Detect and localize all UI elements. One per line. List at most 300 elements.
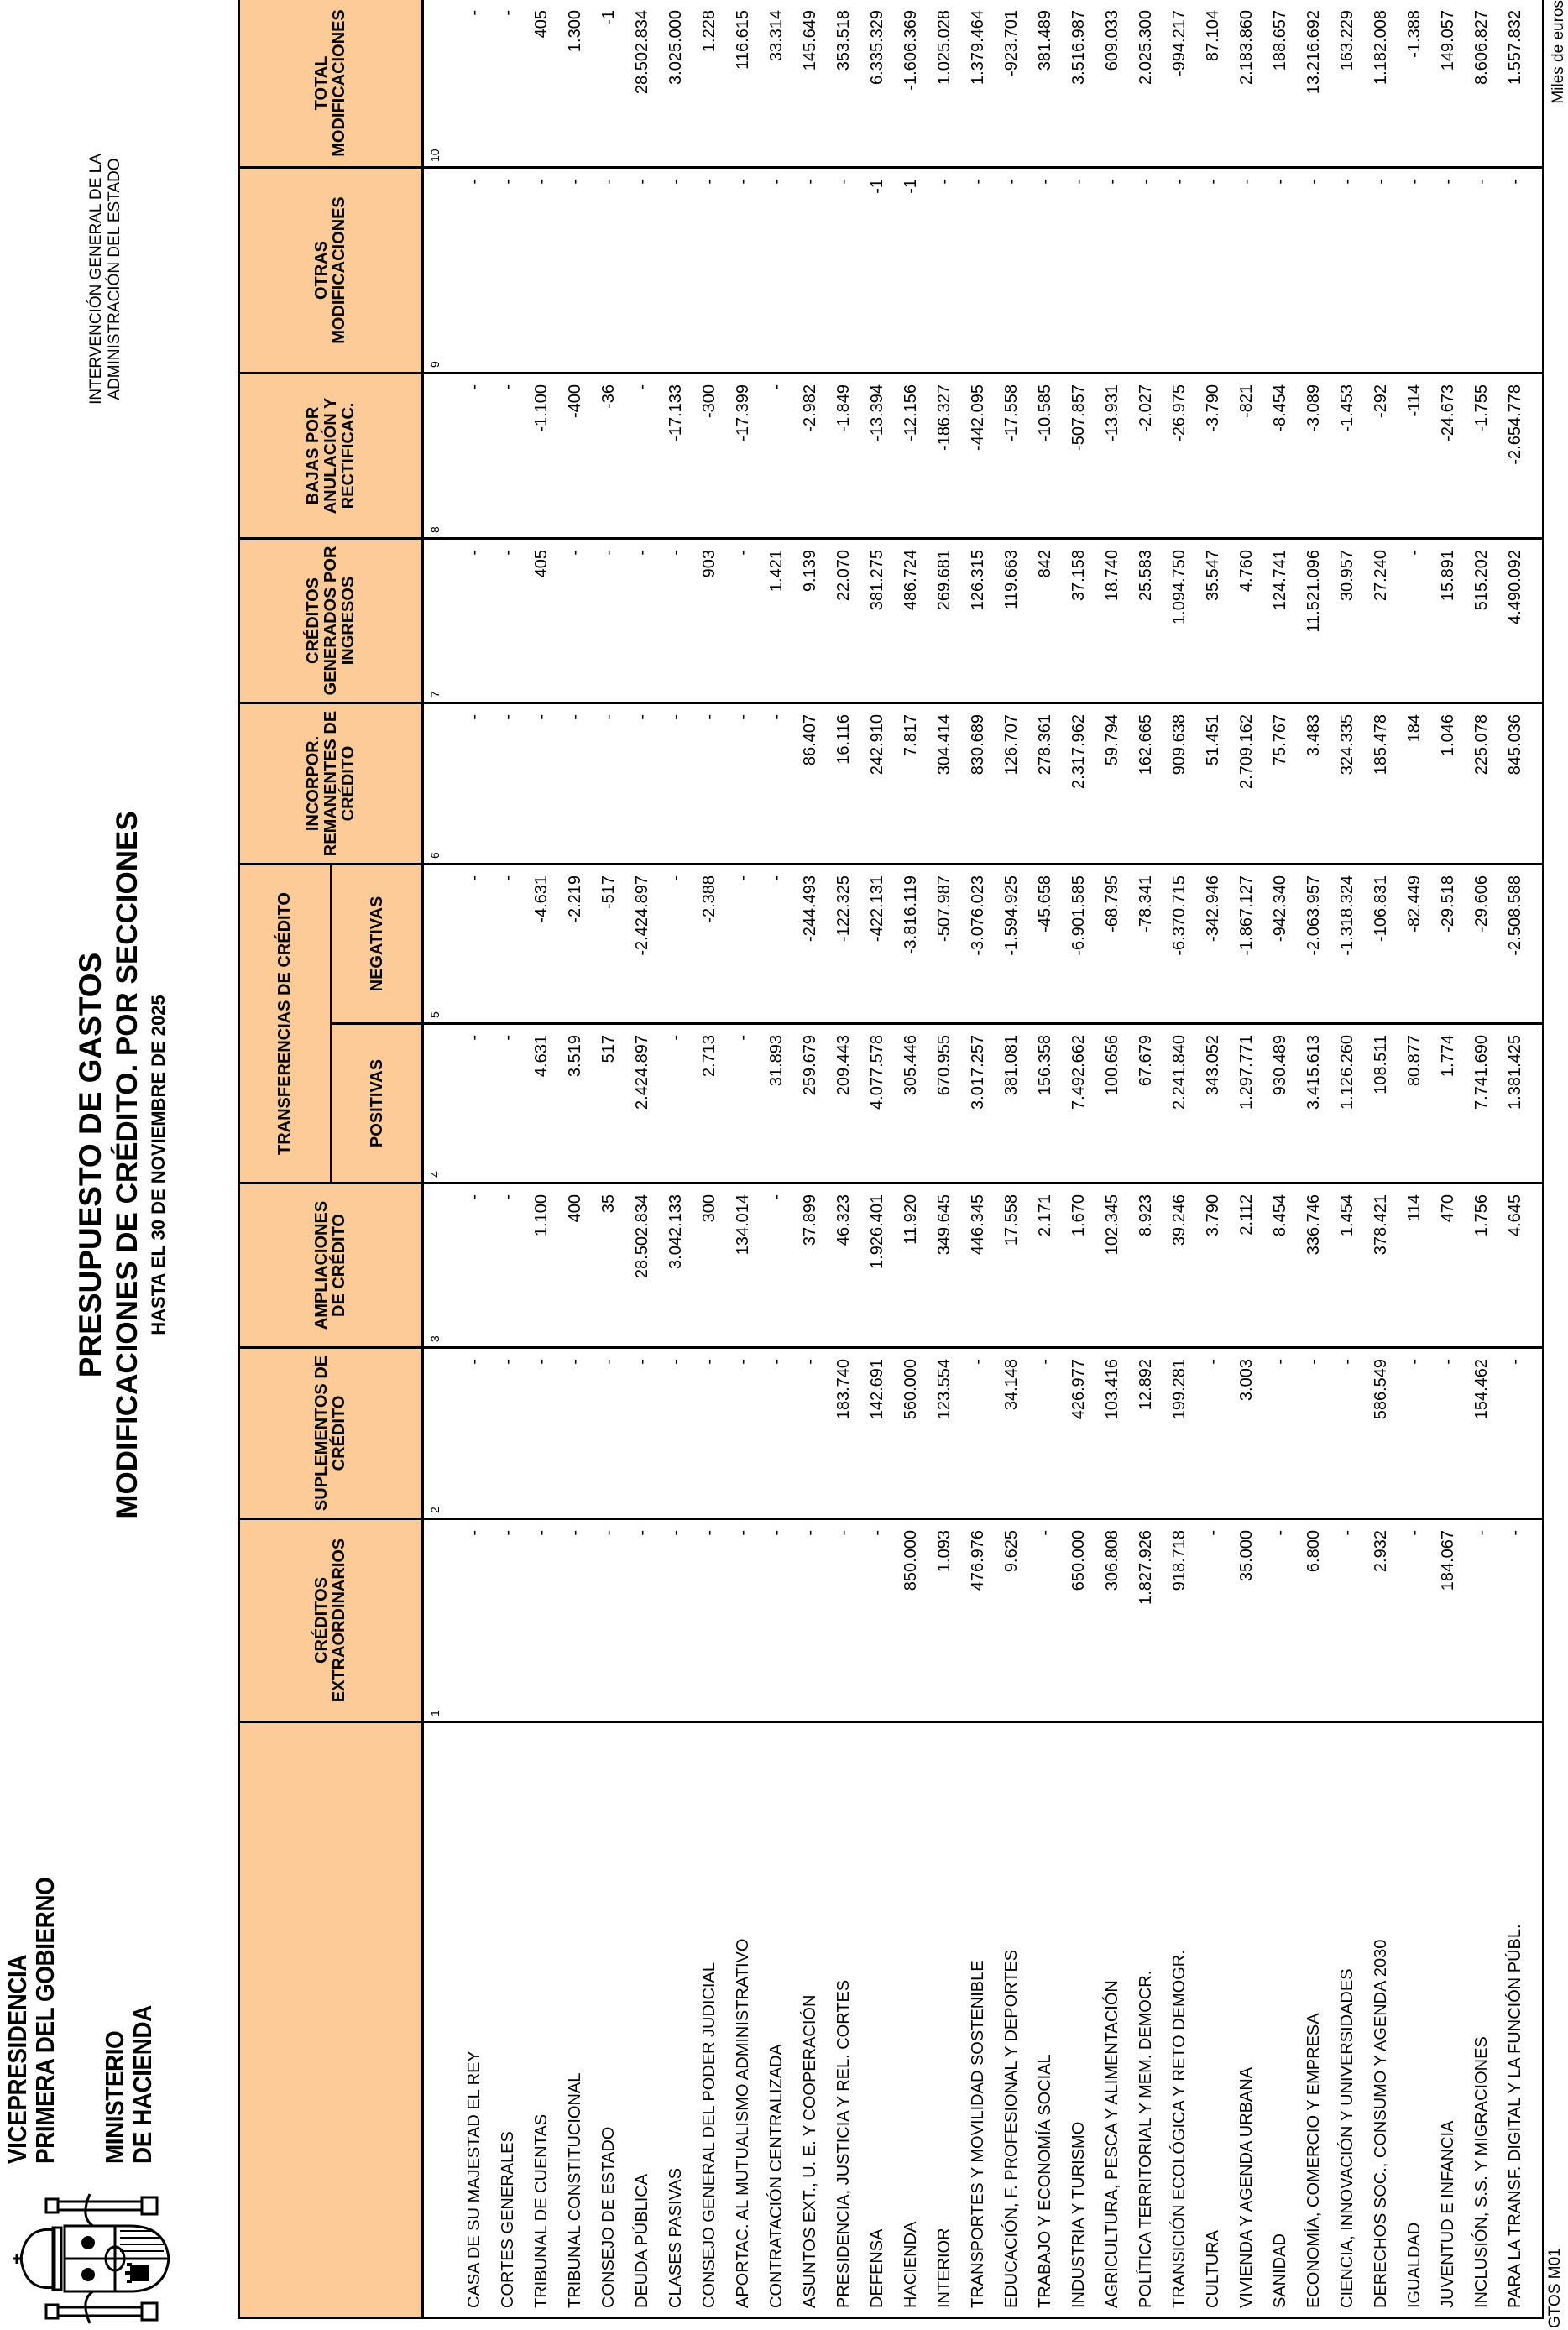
value-cell: - (1196, 1348, 1230, 1519)
value-cell: -10.585 (1028, 374, 1062, 539)
value-cell: 149.057 (1431, 0, 1465, 168)
value-cell: - (1196, 168, 1230, 374)
table-row (525, 0, 558, 2318)
value-cell: - (860, 1519, 894, 1722)
value-cell: 80.877 (1398, 1024, 1431, 1183)
value-cell: -1 (860, 168, 894, 374)
value-cell: 4.077.578 (860, 1024, 894, 1183)
value-cell: - (1230, 168, 1263, 374)
section-label: CIENCIA, INNOVACIÓN Y UNIVERSIDADES (1330, 1722, 1364, 2318)
value-cell: 381.081 (995, 1024, 1028, 1183)
value-cell: -186.327 (928, 374, 961, 539)
value-cell: -13.394 (860, 374, 894, 539)
value-cell: 8.454 (1263, 1183, 1297, 1348)
value-cell: -442.095 (961, 374, 995, 539)
value-cell: -29.606 (1465, 865, 1498, 1024)
value-cell: 3.042.133 (659, 1183, 693, 1348)
igae-heading (87, 119, 124, 439)
value-cell: 476.976 (961, 1519, 995, 1722)
value-cell: 12.892 (1129, 1348, 1163, 1519)
value-cell: -3.076.023 (961, 865, 995, 1024)
table-end-cell (1532, 1183, 1544, 1348)
table-row (726, 0, 760, 2318)
value-cell: - (1330, 168, 1364, 374)
value-cell: - (1498, 168, 1532, 374)
value-cell: 87.104 (1196, 0, 1230, 168)
value-cell: 560.000 (894, 1348, 928, 1519)
table-row (457, 0, 491, 2318)
value-cell: - (827, 168, 860, 374)
value-cell: - (1062, 168, 1095, 374)
value-cell: - (1297, 168, 1330, 374)
value-cell: -422.131 (860, 865, 894, 1024)
value-cell: -114 (1398, 374, 1431, 539)
value-cell: 11.920 (894, 1183, 928, 1348)
value-cell: -507.987 (928, 865, 961, 1024)
section-label: TRABAJO Y ECONOMÍA SOCIAL (1028, 1722, 1062, 2318)
table-row (827, 0, 860, 2318)
value-cell: -1 (894, 168, 928, 374)
section-label: IGUALDAD (1398, 1722, 1431, 2318)
value-cell: -507.857 (1062, 374, 1095, 539)
value-cell: 31.893 (760, 1024, 793, 1183)
column-number: 4 (423, 1024, 458, 1183)
value-cell: -13.931 (1095, 374, 1129, 539)
table-row (491, 0, 525, 2318)
value-cell: - (592, 168, 625, 374)
value-cell: -1.453 (1330, 374, 1364, 539)
table-end-cell (1532, 865, 1544, 1024)
value-cell: - (1398, 539, 1431, 703)
value-cell: - (1263, 1348, 1297, 1519)
value-cell: 3.483 (1297, 703, 1330, 865)
value-cell: - (558, 168, 592, 374)
value-cell: 8.606.827 (1465, 0, 1498, 168)
section-label: INTERIOR (928, 1722, 961, 2318)
section-label: TRANSICIÓN ECOLÓGICA Y RETO DEMOGR. (1163, 1722, 1196, 2318)
value-cell: 16.116 (827, 703, 860, 865)
table-end-cell (1532, 1519, 1544, 1722)
value-cell: - (1465, 1519, 1498, 1722)
value-cell: - (625, 1519, 659, 1722)
table-row (1364, 0, 1398, 2318)
value-cell: 1.421 (760, 539, 793, 703)
value-cell: -17.399 (726, 374, 760, 539)
table-row (1163, 0, 1196, 2318)
value-cell: -29.518 (1431, 865, 1465, 1024)
value-cell: 35.547 (1196, 539, 1230, 703)
table-row (1230, 0, 1263, 2318)
value-cell: 6.335.329 (860, 0, 894, 168)
value-cell: -1.755 (1465, 374, 1498, 539)
table-end (1532, 0, 1544, 2318)
value-cell: 1.093 (928, 1519, 961, 1722)
section-label: PRESIDENCIA, JUSTICIA Y REL. CORTES (827, 1722, 860, 2318)
value-cell: - (625, 168, 659, 374)
value-cell: -45.658 (1028, 865, 1062, 1024)
value-cell: 33.314 (760, 0, 793, 168)
table-row (1498, 0, 1532, 2318)
table-row (760, 0, 793, 2318)
value-cell: 22.070 (827, 539, 860, 703)
value-cell: 2.183.860 (1230, 0, 1263, 168)
value-cell: -6.901.585 (1062, 865, 1095, 1024)
value-cell: 7.817 (894, 703, 928, 865)
column-number: 7 (423, 539, 458, 703)
value-cell: 845.036 (1498, 703, 1532, 865)
section-label: CLASES PASIVAS (659, 1722, 693, 2318)
value-cell: 11.521.096 (1297, 539, 1330, 703)
value-cell: -24.673 (1431, 374, 1465, 539)
column-number-blank (423, 1722, 458, 2318)
value-cell: -994.217 (1163, 0, 1196, 168)
value-cell: 609.033 (1095, 0, 1129, 168)
value-cell: - (726, 703, 760, 865)
table-end-cell (1532, 1348, 1544, 1519)
table-row (1297, 0, 1330, 2318)
value-cell: 269.681 (928, 539, 961, 703)
org-line-2: PRIMERA DEL GOBIERNO (30, 1877, 60, 2164)
value-cell: -122.325 (827, 865, 860, 1024)
value-cell: - (1465, 168, 1498, 374)
value-cell: 353.518 (827, 0, 860, 168)
value-cell: 242.910 (860, 703, 894, 865)
value-cell: 586.549 (1364, 1348, 1398, 1519)
value-cell: 156.358 (1028, 1024, 1062, 1183)
section-label: CONTRATACIÓN CENTRALIZADA (760, 1722, 793, 2318)
table-row (793, 0, 827, 2318)
value-cell: - (558, 539, 592, 703)
header-ampliaciones: AMPLIACIONES DE CRÉDITO (239, 1183, 423, 1348)
value-cell: 3.790 (1196, 1183, 1230, 1348)
value-cell: 13.216.692 (1297, 0, 1330, 168)
value-cell: 470 (1431, 1183, 1465, 1348)
section-label: TRANSPORTES Y MOVILIDAD SOSTENIBLE (961, 1722, 995, 2318)
value-cell: - (491, 0, 525, 168)
value-cell: -300 (693, 374, 726, 539)
header-total: TOTAL MODIFICACIONES (239, 0, 423, 168)
value-cell: - (491, 1348, 525, 1519)
table-row (1330, 0, 1364, 2318)
value-cell: - (793, 1519, 827, 1722)
value-cell: 116.615 (726, 0, 760, 168)
value-cell: -2.982 (793, 374, 827, 539)
value-cell: 46.323 (827, 1183, 860, 1348)
value-cell: - (457, 1519, 491, 1722)
value-cell: - (659, 1519, 693, 1722)
table-end-cell (1532, 0, 1544, 168)
value-cell: 381.275 (860, 539, 894, 703)
value-cell: -1.318.324 (1330, 865, 1364, 1024)
value-cell: 126.707 (995, 703, 1028, 865)
value-cell: 930.489 (1263, 1024, 1297, 1183)
column-number: 1 (423, 1519, 458, 1722)
section-label: CASA DE SU MAJESTAD EL REY (457, 1722, 491, 2318)
value-cell: 343.052 (1196, 1024, 1230, 1183)
ministry-line-2: DE HACIENDA (128, 2005, 157, 2164)
value-cell: 28.502.834 (625, 1183, 659, 1348)
value-cell: 4.645 (1498, 1183, 1532, 1348)
value-cell: - (1297, 1348, 1330, 1519)
value-cell: -2.027 (1129, 374, 1163, 539)
table-row (1196, 0, 1230, 2318)
value-cell: -17.558 (995, 374, 1028, 539)
column-number: 5 (423, 865, 458, 1024)
value-cell: 108.511 (1364, 1024, 1398, 1183)
value-cell: -82.449 (1398, 865, 1431, 1024)
table-row (1398, 0, 1431, 2318)
column-number: 3 (423, 1183, 458, 1348)
value-cell: -2.424.897 (625, 865, 659, 1024)
value-cell: - (491, 374, 525, 539)
table-row (894, 0, 928, 2318)
ministry-line-1: MINISTERIO (100, 2030, 129, 2164)
value-cell: - (625, 703, 659, 865)
value-cell: - (457, 1348, 491, 1519)
value-cell: -1.100 (525, 374, 558, 539)
table-row (1028, 0, 1062, 2318)
value-cell: - (491, 865, 525, 1024)
value-cell: 306.808 (1095, 1519, 1129, 1722)
value-cell: 515.202 (1465, 539, 1498, 703)
value-cell: 100.656 (1095, 1024, 1129, 1183)
value-cell: 9.139 (793, 539, 827, 703)
table-end-cell (1532, 168, 1544, 374)
section-label: CONSEJO DE ESTADO (592, 1722, 625, 2318)
value-cell: 650.000 (1062, 1519, 1095, 1722)
table-row (1129, 0, 1163, 2318)
value-cell: 34.148 (995, 1348, 1028, 1519)
section-label: SANIDAD (1263, 1722, 1297, 2318)
header-bajas: BAJAS POR ANULACIÓN Y RECTIFICAC. (239, 374, 423, 539)
value-cell: - (1498, 1348, 1532, 1519)
value-cell: - (726, 1519, 760, 1722)
value-cell: -942.340 (1263, 865, 1297, 1024)
value-cell: -2.654.778 (1498, 374, 1532, 539)
value-cell: 3.415.613 (1297, 1024, 1330, 1183)
value-cell: 1.228 (693, 0, 726, 168)
value-cell: 670.955 (928, 1024, 961, 1183)
section-label: CULTURA (1196, 1722, 1230, 2318)
value-cell: 124.741 (1263, 539, 1297, 703)
value-cell: -400 (558, 374, 592, 539)
report-code: GTOS M01 (1546, 2248, 1564, 2328)
value-cell: 17.558 (995, 1183, 1028, 1348)
value-cell: -2.219 (558, 865, 592, 1024)
value-cell: - (1398, 168, 1431, 374)
value-cell: - (693, 168, 726, 374)
header-section (239, 1722, 423, 2318)
value-cell: 446.345 (961, 1183, 995, 1348)
value-cell: 35 (592, 1183, 625, 1348)
table-row (592, 0, 625, 2318)
value-cell: 114 (1398, 1183, 1431, 1348)
value-cell: 184 (1398, 703, 1431, 865)
value-cell: 225.078 (1465, 703, 1498, 865)
value-cell: - (693, 703, 726, 865)
value-cell: -17.133 (659, 374, 693, 539)
value-cell: - (625, 539, 659, 703)
value-cell: 2.932 (1364, 1519, 1398, 1722)
value-cell: 2.112 (1230, 1183, 1263, 1348)
value-cell: - (760, 1519, 793, 1722)
value-cell: - (760, 1348, 793, 1519)
value-cell: -821 (1230, 374, 1263, 539)
value-cell: - (491, 1183, 525, 1348)
value-cell: -8.454 (1263, 374, 1297, 539)
value-cell: - (525, 1519, 558, 1722)
value-cell: 2.709.162 (1230, 703, 1263, 865)
value-cell: - (961, 168, 995, 374)
section-label: ASUNTOS EXT., U. E. Y COOPERACIÓN (793, 1722, 827, 2318)
org-line-1: VICEPRESIDENCIA (3, 1954, 32, 2164)
value-cell: 1.381.425 (1498, 1024, 1532, 1183)
value-cell: - (1129, 168, 1163, 374)
value-cell: 426.977 (1062, 1348, 1095, 1519)
table-row (1465, 0, 1498, 2318)
value-cell: 336.746 (1297, 1183, 1330, 1348)
value-cell: 1.827.926 (1129, 1519, 1163, 1722)
value-cell: - (1364, 168, 1398, 374)
value-cell: - (457, 539, 491, 703)
value-cell: - (558, 1348, 592, 1519)
value-cell: 1.670 (1062, 1183, 1095, 1348)
value-cell: 830.689 (961, 703, 995, 865)
value-cell: -2.508.588 (1498, 865, 1532, 1024)
value-cell: - (760, 865, 793, 1024)
value-cell: - (659, 1024, 693, 1183)
value-cell: 486.724 (894, 539, 928, 703)
value-cell: 184.067 (1431, 1519, 1465, 1722)
value-cell: - (1330, 1519, 1364, 1722)
value-cell: - (659, 703, 693, 865)
value-cell: 1.182.008 (1364, 0, 1398, 168)
value-cell: 2.424.897 (625, 1024, 659, 1183)
value-cell: 305.446 (894, 1024, 928, 1183)
value-cell: -26.975 (1163, 374, 1196, 539)
value-cell: - (525, 168, 558, 374)
igae-line-1: INTERVENCIÓN GENERAL DE LA (87, 154, 105, 405)
section-label: EDUCACIÓN, F. PROFESIONAL Y DEPORTES (995, 1722, 1028, 2318)
table-row (928, 0, 961, 2318)
header-incorporaciones: INCORPOR. REMANENTES DE CRÉDITO (239, 703, 423, 865)
value-cell: - (1263, 1519, 1297, 1722)
table-body (423, 0, 1544, 2318)
value-cell: 9.625 (995, 1519, 1028, 1722)
value-cell: 405 (525, 539, 558, 703)
section-label: CONSEJO GENERAL DEL PODER JUDICIAL (693, 1722, 726, 2318)
section-label: CORTES GENERALES (491, 1722, 525, 2318)
value-cell: 35.000 (1230, 1519, 1263, 1722)
value-cell: -106.831 (1364, 865, 1398, 1024)
value-cell: - (1431, 168, 1465, 374)
value-cell: -78.341 (1129, 865, 1163, 1024)
value-cell: 37.899 (793, 1183, 827, 1348)
value-cell: 7.741.690 (1465, 1024, 1498, 1183)
value-cell: 188.657 (1263, 0, 1297, 168)
value-cell: -1.606.369 (894, 0, 928, 168)
value-cell: 3.017.257 (961, 1024, 995, 1183)
value-cell: 59.794 (1095, 703, 1129, 865)
table-row (1095, 0, 1129, 2318)
value-cell: 1.126.260 (1330, 1024, 1364, 1183)
table-row (995, 0, 1028, 2318)
value-cell: -1.594.925 (995, 865, 1028, 1024)
value-cell: - (995, 168, 1028, 374)
column-number-row (423, 0, 458, 2318)
value-cell: 119.663 (995, 539, 1028, 703)
value-cell: 75.767 (1263, 703, 1297, 865)
value-cell: 6.800 (1297, 1519, 1330, 1722)
value-cell: - (1431, 1348, 1465, 1519)
value-cell: 405 (525, 0, 558, 168)
value-cell: - (457, 1024, 491, 1183)
value-cell: 842 (1028, 539, 1062, 703)
value-cell: 27.240 (1364, 539, 1398, 703)
value-cell: 278.361 (1028, 703, 1062, 865)
value-cell: 15.891 (1431, 539, 1465, 703)
value-cell: - (928, 168, 961, 374)
value-cell: 918.718 (1163, 1519, 1196, 1722)
value-cell: - (961, 1348, 995, 1519)
value-cell: -4.631 (525, 865, 558, 1024)
table-end-cell (1532, 1722, 1544, 2318)
value-cell: 1.046 (1431, 703, 1465, 865)
value-cell: 517 (592, 1024, 625, 1183)
value-cell: - (525, 703, 558, 865)
value-cell: - (592, 703, 625, 865)
value-cell: - (1398, 1519, 1431, 1722)
value-cell: 37.158 (1062, 539, 1095, 703)
value-cell: -517 (592, 865, 625, 1024)
value-cell: 4.631 (525, 1024, 558, 1183)
value-cell: -1 (592, 0, 625, 168)
value-cell: 4.490.092 (1498, 539, 1532, 703)
value-cell: -1.388 (1398, 0, 1431, 168)
value-cell: - (457, 0, 491, 168)
value-cell: 3.025.000 (659, 0, 693, 168)
table-row (1431, 0, 1465, 2318)
section-label: INDUSTRIA Y TURISMO (1062, 1722, 1095, 2318)
value-cell: - (625, 374, 659, 539)
header-positivas: POSITIVAS (332, 1024, 423, 1183)
value-cell: 400 (558, 1183, 592, 1348)
value-cell: - (1263, 168, 1297, 374)
column-number: 2 (423, 1348, 458, 1519)
value-cell: 163.229 (1330, 0, 1364, 168)
value-cell: 126.315 (961, 539, 995, 703)
value-cell: 1.379.464 (961, 0, 995, 168)
section-label: TRIBUNAL DE CUENTAS (525, 1722, 558, 2318)
value-cell: 3.516.987 (1062, 0, 1095, 168)
value-cell: - (659, 539, 693, 703)
value-cell: - (525, 1348, 558, 1519)
value-cell: 2.241.840 (1163, 1024, 1196, 1183)
value-cell: 28.502.834 (625, 0, 659, 168)
header-creditos-extraordinarios: CRÉDITOS EXTRAORDINARIOS (239, 1519, 423, 1722)
value-cell: - (1028, 1348, 1062, 1519)
value-cell: 39.246 (1163, 1183, 1196, 1348)
table-row (1062, 0, 1095, 2318)
value-cell: - (491, 168, 525, 374)
table-row (860, 0, 894, 2318)
value-cell: 67.679 (1129, 1024, 1163, 1183)
value-cell: 1.926.401 (860, 1183, 894, 1348)
value-cell: -3.089 (1297, 374, 1330, 539)
table-end-cell (1532, 703, 1544, 865)
page-subtitle: MODIFICACIONES DE CRÉDITO. POR SECCIONES (111, 811, 144, 1519)
table-row (961, 0, 995, 2318)
